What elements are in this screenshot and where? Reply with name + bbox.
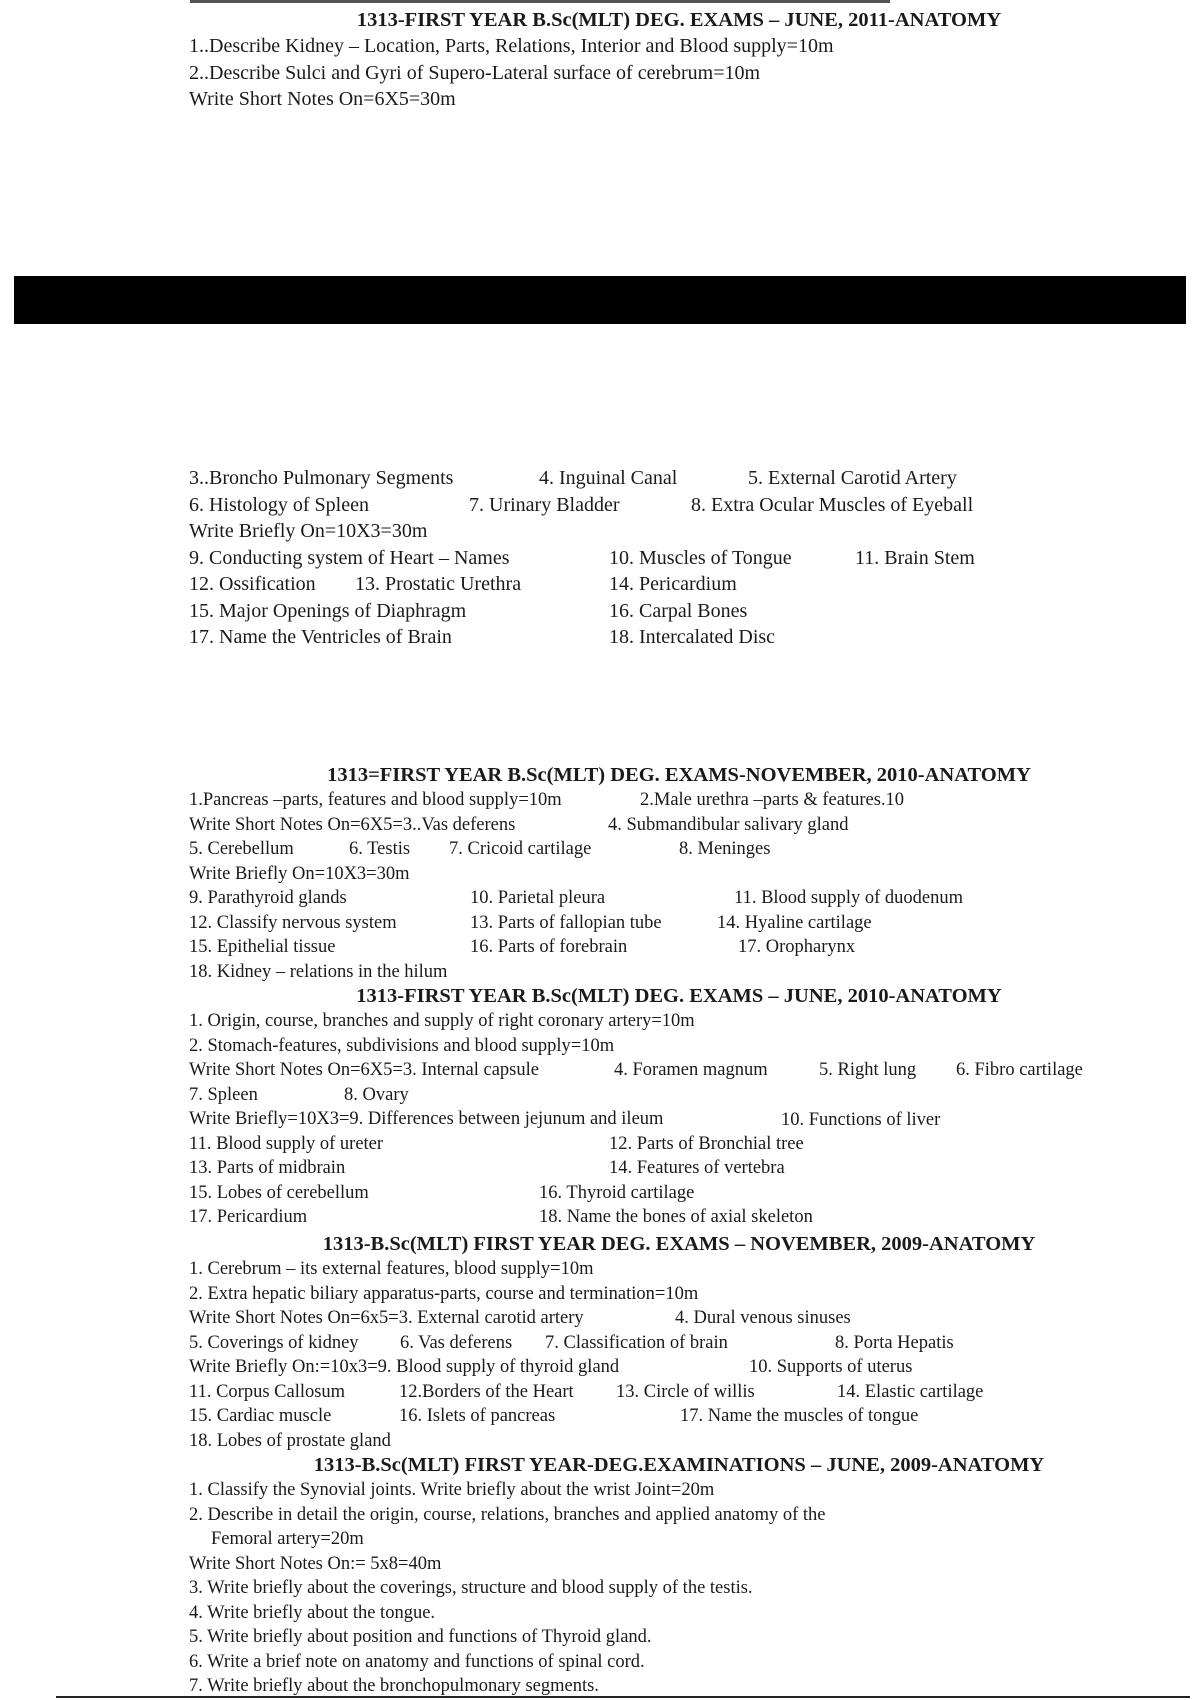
short-note-6: 6. Fibro cartilage [956,1060,1083,1080]
brief-17: 17. Oropharynx [738,937,856,957]
short-notes-heading: Write Short Notes On=6X5=30m [189,88,456,110]
question-2: 2..Describe Sulci and Gyri of Supero-Lateral surface of cerebrum=10m [189,61,761,84]
short-note-8: 8. Extra Ocular Muscles of Eyeball [691,493,974,516]
exam-title: 1313-FIRST YEAR B.Sc(MLT) DEG. EXAMS – JUNE, 2011-ANATOMY [356,9,1002,31]
brief-10: 10. Muscles of Tongue [609,546,792,569]
short-note-5: 5. Right lung [819,1060,917,1080]
brief-14: 14. Features of vertebra [609,1158,785,1178]
exam-title: 1313-B.Sc(MLT) FIRST YEAR DEG. EXAMS – NOVEMBER, 2009-ANATOMY [322,1233,1036,1255]
bottom-rule [56,1696,1190,1698]
question-2-continued: Femoral artery=20m [211,1529,364,1549]
brief-12: 12.Borders of the Heart [399,1381,574,1402]
brief-10: 10. Functions of liver [781,1110,941,1130]
short-notes-heading: Write Short Notes On=6X5=3..Vas deferens [189,814,516,835]
question-2: 2. Describe in detail the origin, course, relations, branches and applied anatomy of the [189,1504,826,1525]
short-note-4: 4. Dural venous sinuses [675,1308,851,1328]
short-note-8: 8. Porta Hepatis [835,1332,954,1353]
brief-18: 18. Lobes of prostate gland [189,1430,391,1451]
question-2: 2. Stomach-features, subdivisions and blood supply=10m [189,1035,615,1056]
short-note-7: 7. Write briefly about the bronchopulmonary segments. [189,1676,599,1696]
redaction-bar [14,276,1186,324]
brief-16: 16. Carpal Bones [609,599,748,622]
short-notes-heading: Write Short Notes On:= 5x8=40m [189,1553,442,1574]
top-cut-line [190,0,890,3]
write-briefly-heading: Write Briefly On=10X3=30m [189,863,410,884]
short-note-5: 5. Cerebellum [189,839,294,859]
brief-13: 13. Prostatic Urethra [355,573,522,595]
brief-15: 15. Major Openings of Diaphragm [189,599,467,622]
brief-17: 17. Pericardium [189,1207,308,1227]
exam-november-2009 [189,1232,1169,1453]
exam-november-2010 [189,763,1169,984]
write-briefly-heading: Write Briefly=10X3=9. Differences between jejunum and ileum [189,1109,664,1129]
brief-12: 12. Ossification [189,573,316,595]
exam-title: 1313-FIRST YEAR B.Sc(MLT) DEG. EXAMS – JUNE, 2010-ANATOMY [356,985,1002,1007]
brief-18: 18. Kidney – relations in the hilum [189,961,448,982]
short-note-6: 6. Testis [349,839,411,859]
brief-11: 11. Blood supply of ureter [189,1133,384,1154]
brief-12: 12. Parts of Bronchial tree [609,1133,804,1154]
question-2: 2.Male urethra –parts & features.10 [640,790,905,810]
short-note-3: 3. Write briefly about the coverings, structure and blood supply of the testis. [189,1578,753,1598]
short-notes-heading: Write Short Notes On=6x5=3. External carotid artery [189,1308,584,1328]
short-note-5: 5. External Carotid Artery [748,467,957,489]
short-note-7: 7. Classification of brain [545,1332,728,1353]
short-note-5: 5. Write briefly about position and functions of Thyroid gland. [189,1627,652,1647]
brief-18: 18. Intercalated Disc [609,626,776,648]
brief-10: 10. Parietal pleura [470,888,606,908]
brief-13: 13. Parts of midbrain [189,1158,346,1178]
brief-15: 15. Lobes of cerebellum [189,1182,369,1203]
exam-june-2009 [189,1453,1169,1699]
question-1: 1. Origin, course, branches and supply of right coronary artery=10m [189,1011,695,1031]
short-note-4: 4. Write briefly about the tongue. [189,1602,436,1623]
question-1: 1. Classify the Synovial joints. Write briefly about the wrist Joint=20m [189,1480,715,1500]
brief-16: 16. Islets of pancreas [399,1406,556,1426]
brief-16: 16. Parts of forebrain [470,937,628,957]
short-note-8: 8. Ovary [344,1084,409,1105]
short-note-4: 4. Foramen magnum [614,1060,768,1080]
short-note-6: 6. Write a brief note on anatomy and functions of spinal cord. [189,1651,645,1672]
short-note-7: 7. Cricoid cartilage [449,839,592,859]
brief-11: 11. Brain Stem [855,546,975,569]
short-note-3: 3..Broncho Pulmonary Segments [189,467,454,489]
short-note-7: 7. Spleen [189,1084,258,1105]
brief-15: 15. Epithelial tissue [189,937,336,957]
write-briefly-heading: Write Briefly On=10X3=30m [189,520,428,542]
short-note-8: 8. Meninges [679,839,771,859]
exam-june-2010-brief-10-holder [189,1108,1169,1133]
question-1: 1. Cerebrum – its external features, blood supply=10m [189,1259,594,1279]
question-2: 2. Extra hepatic biliary apparatus-parts, course and termination=10m [189,1283,699,1304]
exam-june-2010 [189,984,1169,1230]
brief-15: 15. Cardiac muscle [189,1406,332,1426]
short-note-4: 4. Inguinal Canal [539,467,678,489]
exam-june-2011 [189,8,1169,113]
short-note-7: 7. Urinary Bladder [469,493,620,516]
question-1: 1..Describe Kidney – Location, Parts, Relations, Interior and Blood supply=10m [189,35,834,57]
brief-12: 12. Classify nervous system [189,912,397,933]
brief-14: 14. Elastic cartilage [837,1381,984,1402]
short-note-6: 6. Histology of Spleen [189,493,369,516]
exam-title: 1313-B.Sc(MLT) FIRST YEAR-DEG.EXAMINATIONS – JUNE, 2009-ANATOMY [313,1454,1045,1476]
short-note-4: 4. Submandibular salivary gland [608,814,849,835]
write-briefly-heading: Write Briefly On:=10x3=9. Blood supply of thyroid gland [189,1357,620,1377]
brief-9: 9. Parathyroid glands [189,888,347,908]
question-1: 1.Pancreas –parts, features and blood supply=10m [189,790,562,810]
brief-11: 11. Corpus Callosum [189,1381,346,1402]
brief-14: 14. Pericardium [609,573,737,595]
brief-18: 18. Name the bones of axial skeleton [539,1207,813,1227]
brief-16: 16. Thyroid cartilage [539,1182,695,1203]
brief-13: 13. Circle of willis [616,1381,755,1402]
brief-9: 9. Conducting system of Heart – Names [189,546,510,569]
short-notes-heading: Write Short Notes On=6X5=3. Internal capsule [189,1060,539,1080]
exam-title: 1313=FIRST YEAR B.Sc(MLT) DEG. EXAMS-NOVEMBER, 2010-ANATOMY [327,764,1031,786]
exam-june-2011-continued [189,465,1169,651]
short-note-6: 6. Vas deferens [400,1332,513,1353]
brief-14: 14. Hyaline cartilage [717,912,872,933]
brief-11: 11. Blood supply of duodenum [734,888,964,908]
brief-17: 17. Name the Ventricles of Brain [189,626,452,648]
brief-10: 10. Supports of uterus [749,1357,913,1377]
brief-13: 13. Parts of fallopian tube [470,912,662,933]
short-note-5: 5. Coverings of kidney [189,1332,359,1353]
brief-17: 17. Name the muscles of tongue [680,1406,919,1426]
